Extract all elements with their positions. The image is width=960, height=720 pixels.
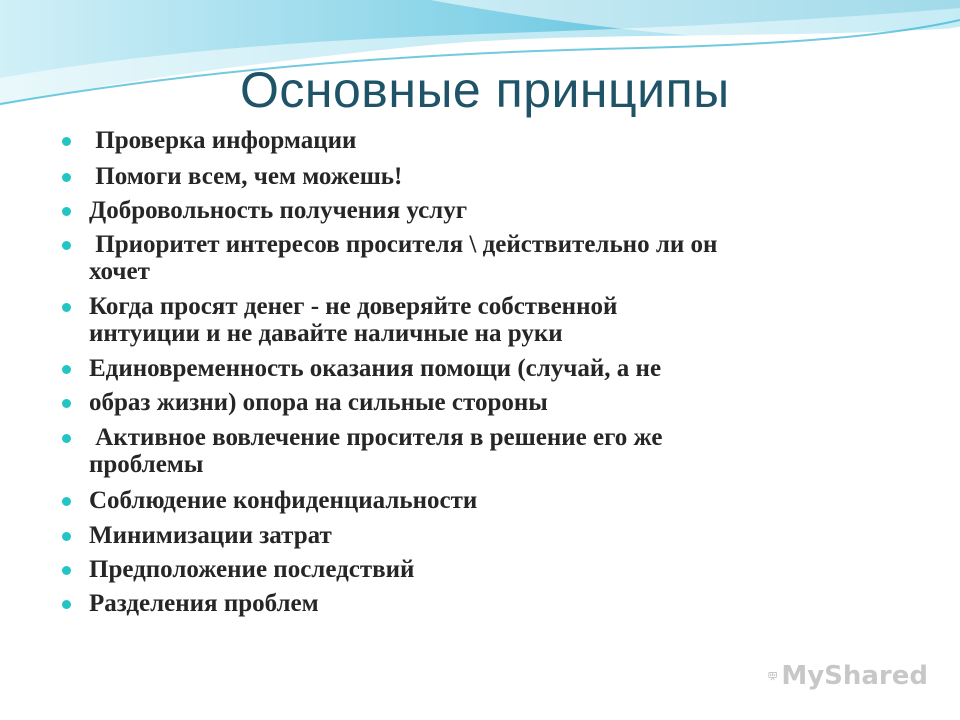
list-item-text: образ жизни) опора на сильные стороны	[89, 389, 548, 416]
bullet-icon	[62, 566, 71, 575]
bullet-icon	[62, 600, 71, 609]
list-item-text: Приоритет интересов просителя \ действительно ли он хочет	[89, 231, 718, 285]
bullet-icon	[62, 173, 71, 182]
list-item	[58, 163, 918, 190]
list-item	[58, 487, 918, 514]
list-item-text: Проверка информации	[89, 127, 357, 154]
list-item-text: Помоги всем, чем можешь!	[89, 163, 403, 190]
bullet-icon	[62, 365, 71, 374]
list-item-text: Соблюдение конфиденциальности	[89, 487, 478, 514]
bullet-icon	[62, 303, 71, 312]
list-item	[58, 389, 918, 416]
bullet-icon	[62, 207, 71, 216]
presentation-board-icon	[768, 659, 777, 693]
watermark-text: MyShared	[781, 661, 928, 691]
list-item-text: Разделения проблем	[89, 590, 319, 617]
list-item	[58, 556, 918, 583]
list-item	[58, 231, 918, 285]
myshared-watermark	[768, 656, 928, 696]
list-item	[58, 127, 918, 154]
list-item	[58, 522, 918, 549]
bullet-icon	[62, 241, 71, 250]
list-item	[58, 590, 918, 617]
bullet-icon	[62, 137, 71, 146]
list-item	[58, 355, 918, 382]
list-item-text: Когда просят денег - не доверяйте собственной интуиции и не давайте наличные на руки	[89, 293, 618, 347]
list-item-text: Единовременность оказания помощи (случай, а не	[89, 355, 662, 382]
bullet-icon	[62, 399, 71, 408]
list-item	[58, 197, 918, 224]
list-item-text: Предположение последствий	[89, 556, 415, 583]
list-item-text: Минимизации затрат	[89, 522, 332, 549]
list-item-text: Активное вовлечение просителя в решение его же проблемы	[89, 424, 663, 478]
principles-list	[58, 127, 918, 617]
bullet-icon	[62, 434, 71, 443]
bullet-icon	[62, 532, 71, 541]
list-item-text: Добровольность получения услуг	[89, 197, 468, 224]
bullet-icon	[62, 497, 71, 506]
slide-title: Основные принципы	[240, 62, 730, 118]
list-item	[58, 293, 918, 347]
list-item	[58, 424, 918, 478]
